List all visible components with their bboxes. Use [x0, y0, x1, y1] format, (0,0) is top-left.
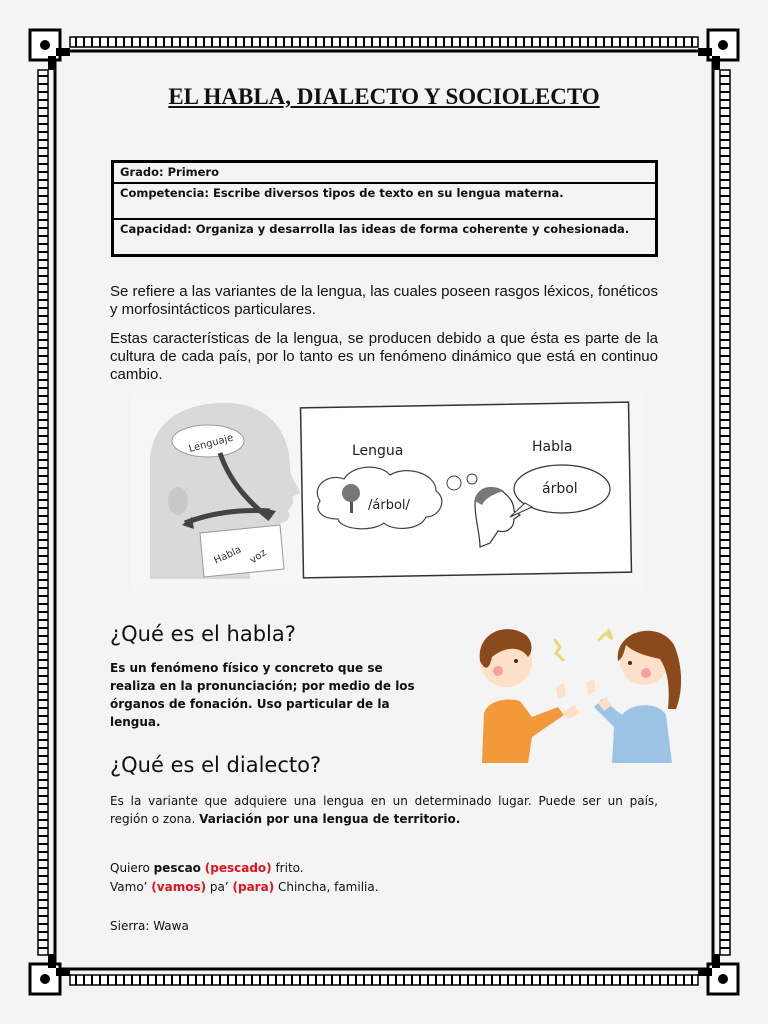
example-line-2	[110, 878, 379, 897]
example-1-text: Quiero	[110, 861, 154, 875]
lengua-habla-diagram	[130, 393, 644, 591]
intro-paragraph-2: Estas características de la lengua, se producen debido a que ésta es parte de la cultura de cada país, por lo tanto es un fenómeno dinámico que está en continuo cambio.	[110, 330, 658, 383]
girl-figure	[586, 631, 681, 763]
grado-cell: Grado: Primero	[113, 162, 657, 184]
corner-ornament-bl	[30, 954, 70, 994]
example-2-standard-word-2: (para)	[232, 880, 275, 894]
course-info-table	[111, 160, 658, 257]
arbol-spoken: árbol	[542, 481, 578, 497]
dialecto-heading: ¿Qué es el dialecto?	[110, 753, 322, 777]
lengua-title: Lengua	[352, 443, 404, 459]
sparkle-icon	[554, 639, 564, 661]
example-1-dialect-word: pescao	[153, 861, 201, 875]
page-title: EL HABLA, DIALECTO Y SOCIOLECTO	[168, 84, 600, 109]
habla-definition: Es un fenómeno físico y concreto que se realiza en la pronunciación; por medio de los órganos de fonación. Uso particular de la lengua.	[110, 661, 415, 729]
children-talking-illustration	[462, 617, 694, 763]
capacidad-cell: Capacidad: Organiza y desarrolla las ideas de forma coherente y cohesionada.	[113, 219, 657, 256]
intro-paragraph-1: Se refiere a las variantes de la lengua, las cuales poseen rasgos léxicos, fonéticos y morfosintácticos particulares.	[110, 283, 658, 318]
lenguaje-label: Lenguaje	[187, 432, 235, 455]
arbol-phonological: /árbol/	[368, 498, 410, 513]
example-2-middle: pa’	[206, 880, 233, 894]
example-line-3: Sierra: Wawa	[110, 919, 189, 933]
habla-title: Habla	[532, 439, 573, 455]
boy-figure	[480, 629, 580, 763]
competencia-cell: Competencia: Escribe diversos tipos de texto en su lengua materna.	[113, 183, 657, 219]
dialecto-definition	[110, 792, 658, 828]
habla-label-small: Habla	[212, 544, 244, 567]
sparkle-icon-2	[598, 629, 612, 641]
corner-ornament-br	[698, 954, 738, 994]
example-line-1	[110, 859, 304, 878]
voz-label: voz	[248, 547, 269, 567]
corner-ornament-tl	[30, 30, 70, 70]
corner-ornament-tr	[698, 30, 738, 70]
example-1-standard-word: (pescado)	[204, 861, 272, 875]
dialecto-definition-text: Es la variante que adquiere una lengua en un determinado lugar. Puede ser un país, región o zona.	[110, 794, 658, 826]
example-2-standard-word-1: (vamos)	[151, 880, 207, 894]
example-2-text: Vamo’	[110, 880, 152, 894]
dialecto-definition-bold: Variación por una lengua de territorio.	[199, 812, 461, 826]
habla-heading: ¿Qué es el habla?	[110, 622, 296, 646]
example-1-end: frito.	[271, 861, 304, 875]
example-2-end: Chincha, familia.	[274, 880, 379, 894]
